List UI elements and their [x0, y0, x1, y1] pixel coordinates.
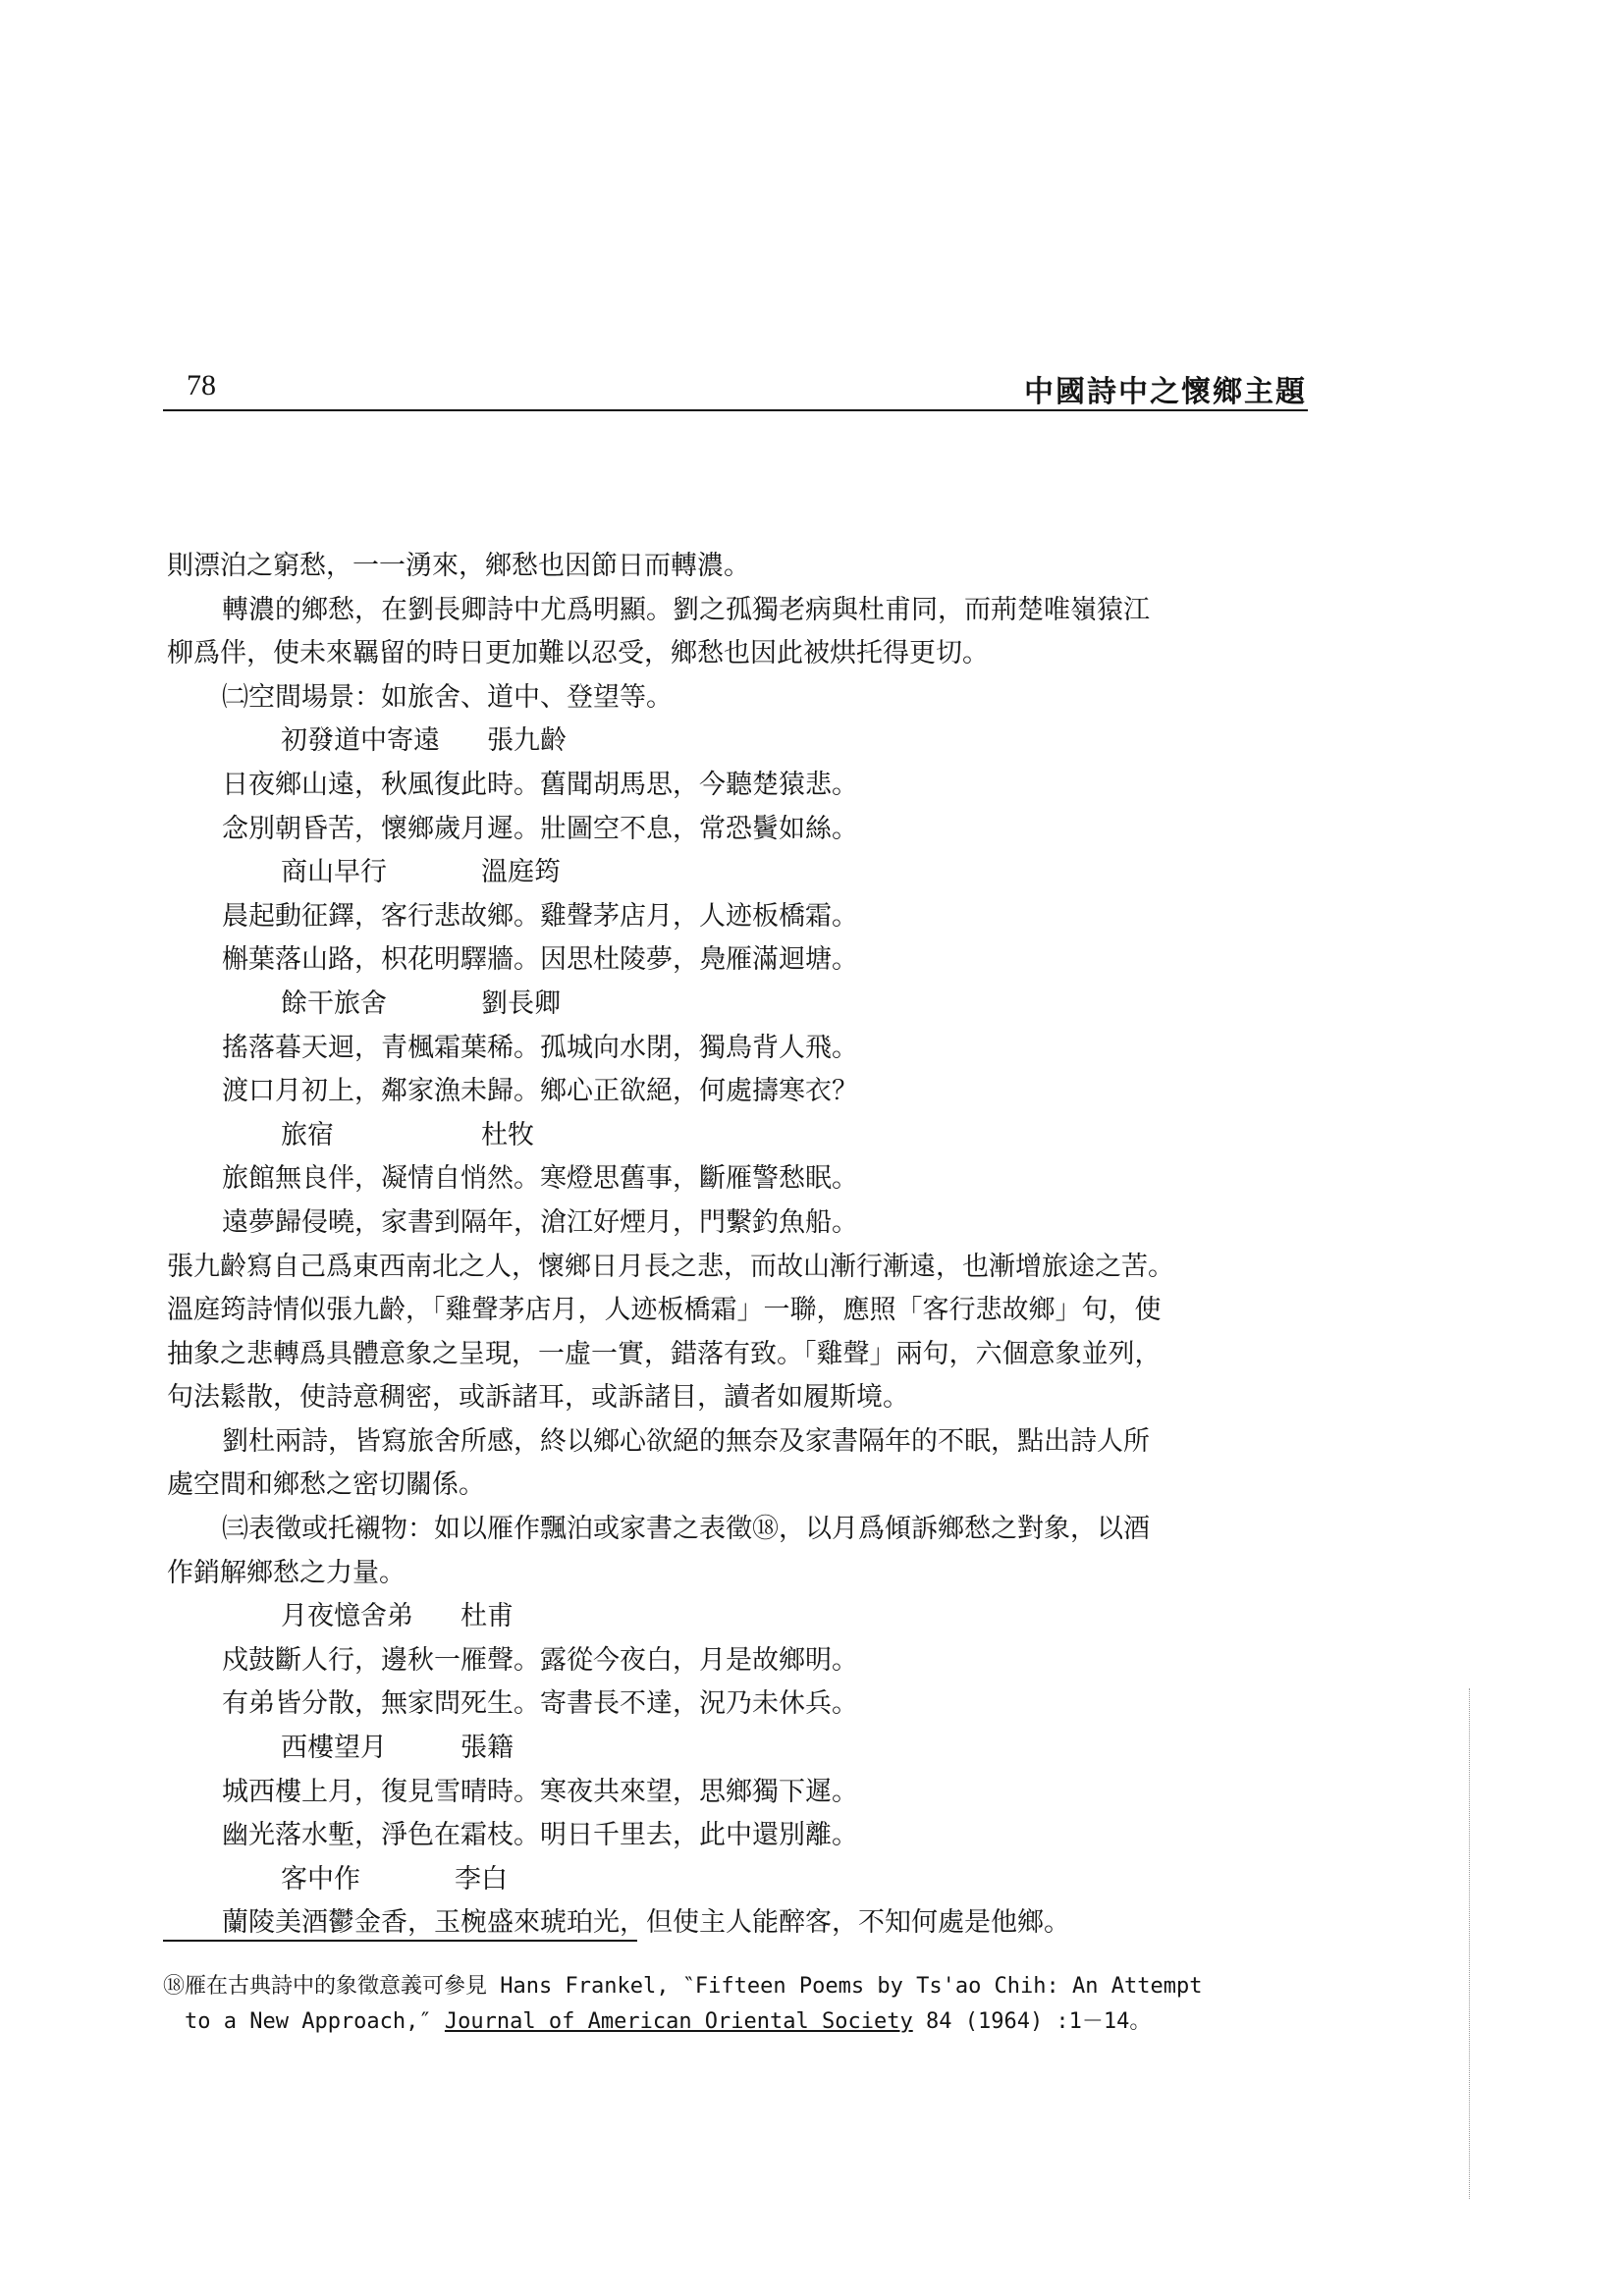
header-rule	[163, 409, 1308, 411]
poem-heading	[167, 1727, 1296, 1771]
poem-line: 槲葉落山路，枳花明驛牆。因思杜陵夢，鳧雁滿迴塘。	[222, 944, 858, 976]
paragraph-line: 張九齡寫自己爲東西南北之人，懷鄉日月長之悲，而故山漸行漸遠，也漸增旅途之苦。	[167, 1251, 1174, 1282]
paragraph-line: 劉杜兩詩，皆寫旅舍所感，終以鄉心欲絕的無奈及家書隔年的不眠，點出詩人所	[222, 1425, 1150, 1457]
footnote	[163, 1969, 1302, 2040]
poem-line: 晨起動征鐸，客行悲故鄉。雞聲茅店月，人迹板橋霜。	[222, 900, 858, 932]
poem-title: 西樓望月	[281, 1733, 387, 1764]
footnote-text: 84 (1964) :1－14。	[912, 2009, 1152, 2034]
poem-heading	[167, 720, 1296, 764]
paragraph-line: 處空間和鄉愁之密切關係。	[167, 1469, 485, 1501]
paragraph-line: 轉濃的鄉愁，在劉長卿詩中尤爲明顯。劉之孤獨老病與杜甫同，而荊楚唯嶺猿江	[222, 594, 1150, 625]
poem-line: 搖落暮天迴，青楓霜葉稀。孤城向水閉，獨鳥背人飛。	[222, 1032, 858, 1063]
footnote-rule	[163, 1940, 637, 1942]
poem-author: 張九齡	[487, 725, 567, 757]
footnote-line	[163, 2004, 1302, 2040]
poem-author: 張籍	[460, 1733, 514, 1764]
poem-line: 遠夢歸侵曉，家書到隔年，滄江好煙月，門繫釣魚船。	[222, 1206, 858, 1238]
paragraph-line: 作銷解鄉愁之力量。	[167, 1557, 406, 1588]
paragraph-line: 則漂泊之窮愁，一一湧來，鄉愁也因節日而轉濃。	[167, 551, 750, 581]
poem-line: 城西樓上月，復見雪晴時。寒夜共來望，思鄉獨下遲。	[222, 1776, 858, 1807]
poem-title: 初發道中寄遠	[281, 725, 440, 757]
paragraph-line: 溫庭筠詩情似張九齡，「雞聲茅店月，人迹板橋霜」一聯，應照「客行悲故鄉」句，使	[167, 1295, 1162, 1326]
page-number: 78	[187, 369, 216, 401]
poem-heading	[167, 1595, 1296, 1639]
poem-heading	[167, 1114, 1296, 1158]
poem-line: 旅館無良伴，凝情自悄然。寒燈思舊事，斷雁警愁眠。	[222, 1163, 858, 1195]
journal-title: Journal of American Oriental Society	[444, 2009, 913, 2034]
poem-line: 日夜鄉山遠，秋風復此時。舊聞胡馬思，今聽楚猿悲。	[222, 769, 858, 800]
poem-title: 商山早行	[281, 857, 387, 888]
poem-title: 餘干旅舍	[281, 988, 387, 1019]
poem-title: 月夜憶舍弟	[281, 1601, 413, 1632]
poem-line: 念別朝昏苦，懷鄉歲月遲。壯圖空不息，常恐鬢如絲。	[222, 813, 858, 844]
footnote-text: to a New Approach,″	[185, 2009, 445, 2034]
poem-line: 幽光落水塹，淨色在霜枝。明日千里去，此中還別離。	[222, 1820, 858, 1851]
poem-title: 旅宿	[281, 1119, 334, 1150]
poem-line: 有弟皆分散，無家問死生。寄書長不達，況乃未休兵。	[222, 1688, 858, 1720]
poem-author: 李白	[455, 1863, 508, 1895]
poem-line: 戍鼓斷人行，邊秋一雁聲。露從今夜白，月是故鄉明。	[222, 1644, 858, 1676]
poem-heading	[167, 983, 1296, 1027]
paragraph-line: 抽象之悲轉爲具體意象之呈現，一虛一實，錯落有致。「雞聲」兩句，六個意象並列，	[167, 1338, 1162, 1369]
footnote-line: ⑱雁在古典詩中的象徵意義可參見 Hans Frankel, ‶Fifteen Poems by Ts'ao Chih: An Attempt	[163, 1974, 1203, 1999]
body-text	[167, 545, 1296, 1946]
poem-author: 溫庭筠	[481, 857, 561, 888]
poem-line: 蘭陵美酒鬱金香，玉椀盛來琥珀光，但使主人能醉客，不知何處是他鄉。	[222, 1907, 1070, 1939]
poem-line: 渡口月初上，鄰家漁未歸。鄉心正欲絕，何處擣寒衣？	[222, 1076, 858, 1107]
poem-author: 杜牧	[481, 1119, 534, 1150]
paragraph-line: 柳爲伴，使未來羈留的時日更加難以忍受，鄉愁也因此被烘托得更切。	[167, 638, 989, 669]
section-heading: ㈢表徵或托襯物：如以雁作飄泊或家書之表徵⑱，以月爲傾訴鄉愁之對象，以酒	[222, 1514, 1150, 1545]
paragraph-line: 句法鬆散，使詩意稠密，或訴諸耳，或訴諸目，讀者如履斯境。	[167, 1382, 909, 1414]
scan-edge	[1469, 1688, 1470, 2199]
section-heading: ㈡空間場景：如旅舍、道中、登望等。	[222, 681, 673, 713]
poem-heading	[167, 851, 1296, 895]
poem-heading	[167, 1858, 1296, 1902]
poem-author: 劉長卿	[481, 988, 561, 1019]
running-title: 中國詩中之懷鄉主題	[1024, 375, 1307, 409]
poem-author: 杜甫	[460, 1601, 514, 1632]
poem-title: 客中作	[281, 1863, 360, 1895]
